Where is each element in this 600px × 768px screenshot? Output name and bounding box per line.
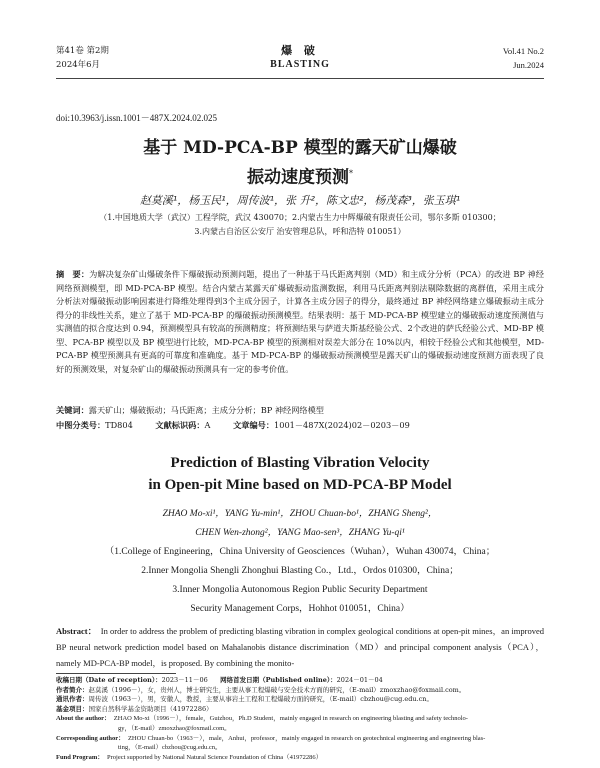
footnote-fund-en xyxy=(56,753,544,763)
fund-cn-label: 基金项目： xyxy=(56,704,89,713)
online-date: 2024－01－04 xyxy=(336,676,383,684)
received-label: 收稿日期（Date of reception）： xyxy=(56,676,162,684)
en-title-line1: Prediction of Blasting Vibration Velocity xyxy=(170,455,430,471)
received-date: 2023－11－06 xyxy=(161,676,208,684)
cn-title-line2 xyxy=(40,161,560,191)
journal-name-en: BLASTING xyxy=(270,59,330,70)
cn-affil-line2: 3.内蒙古自治区公安厅 治安管理总队，呼和浩特 010051） xyxy=(194,227,406,236)
fund-en-text: Project supported by National Natural Science Foundation of China（41972286） xyxy=(106,753,323,761)
cn-title xyxy=(40,136,560,191)
footnote-fund-cn xyxy=(56,705,544,715)
author-en-text-1: ZHAO Mo-xi（1996－），female，Guizhou，Ph.D Student，mainly engaged in research on engineering blasting and safety technolo- xyxy=(113,715,468,723)
author-cn-text: 赵莫溪（1996－），女，贵州人，博士研究生，主要从事工程爆破与安全技术方面的研究，（E-mail）zmoxzhao@foxmail.com。 xyxy=(88,685,466,694)
cn-abstract-label: 摘 要： xyxy=(56,269,90,279)
clc-label: 中图分类号： xyxy=(56,420,106,430)
doc-code-label: 文献标识码： xyxy=(155,420,205,430)
cn-affiliations xyxy=(60,211,540,239)
en-affiliations xyxy=(40,543,560,619)
clc-value: TD804 xyxy=(105,420,133,430)
fund-cn-text: 国家自然科学基金资助项目（41972286） xyxy=(88,704,213,713)
author-en-text-2: gy，（E-mail）zmoxzhao@foxmail.com。 xyxy=(118,724,231,732)
en-authors-line1: ZHAO Mo-xi¹，YANG Yu-min¹，ZHOU Chuan-bo¹，ZHANG Sheng²， xyxy=(162,509,438,519)
cn-abstract xyxy=(56,268,544,376)
en-authors-line2: CHEN Wen-zhong²，YANG Mao-sen³，ZHANG Yu-qi¹ xyxy=(195,528,405,538)
en-title-line2: in Open-pit Mine based on MD-PCA-BP Model xyxy=(148,477,452,493)
article-no-value: 1001－487X(2024)02－0203－09 xyxy=(274,420,410,430)
en-title xyxy=(40,452,560,496)
corr-en-label: Corresponding author： xyxy=(56,734,125,742)
page-header xyxy=(56,44,544,78)
cn-title-line1: 基于 MD-PCA-BP 模型的露天矿山爆破 xyxy=(143,138,457,158)
cn-keywords-text: 露天矿山；爆破振动；马氏距离；主成分分析；BP 神经网络模型 xyxy=(88,405,324,415)
date-cn: 2024年6月 xyxy=(56,60,101,70)
footnote-author-cn xyxy=(56,686,544,696)
cn-abstract-text: 为解决复杂矿山爆破条件下爆破振动预测问题，提出了一种基于马氏距离判别（MD）和主成分分析（PCA）的改进 BP 神经网络预测模型，即 MD-PCA-BP 模型。结合内蒙古某露天矿爆破振动监测数据，利用马氏距离判别法剔除数据的离群值，采用主成分分析法对爆破振动影响因素进行降维处理得到3个主成分因子，计算各主成分因子的得分，最终通过 BP 神经网络建立爆破振动主成分得分的非线性关系，建立了基于 MD-PCA-BP 的爆破振动预测模型。结果表明：基于 MD-PCA-BP 模型建立的爆破振动速度预测值与实测值的拟合度达到 0.94，预测模型具有较高的预测精度；将预测结果与萨道夫斯基经验公式、2个改进的萨氏经验公式、MD-BP 模型、PCA-BP 模型以及 BP 模型进行比较，MD-PCA-BP 模型的预测相对误差大部分在 10%以内，相较于经验公式和其他模型，MD-PCA-BP 模型预测具有更高的可靠度和准确度。基于 MD-PCA-BP 的爆破振动预测模型是露天矿山的爆破振动速度预测方面表现了良好的预测效果，对复杂矿山的爆破振动预测具有一定的参考价值。 xyxy=(56,269,544,374)
footnote-rule xyxy=(56,673,176,674)
corr-cn-text: 周传波（1963－），男，安徽人，教授，主要从事岩土工程和工程爆破方面的研究，（E-mail）cbzhou@cug.edu.cn。 xyxy=(88,695,433,704)
date-en: Jun.2024 xyxy=(513,60,544,70)
article-no-label: 文章编号： xyxy=(233,420,275,430)
en-affil-line4: Security Management Corps，Hohhot 010051，China） xyxy=(190,604,410,614)
header-right xyxy=(503,44,544,72)
en-affil-line3: 3.Inner Mongolia Autonomous Region Public Security Department xyxy=(172,585,428,595)
cn-affil-line1: （1.中国地质大学（武汉）工程学院，武汉 430070；2.内蒙古生力中辉爆破有限责任公司，鄂尔多斯 010300； xyxy=(99,213,501,222)
online-label: 网络首发日期（Published online）： xyxy=(220,676,337,684)
footnote-corr-en-cont xyxy=(56,743,544,753)
doi: doi:10.3963/j.issn.1001－487X.2024.02.025 xyxy=(56,113,218,123)
journal-name-cn: 爆 破 xyxy=(281,44,319,57)
en-abstract xyxy=(56,623,544,671)
footnote-corr-en xyxy=(56,734,544,744)
author-en-label: About the author： xyxy=(56,715,111,723)
volume-issue-cn: 第41卷 第2期 xyxy=(56,46,109,56)
en-authors xyxy=(60,505,540,543)
cn-authors: 赵莫溪¹，杨玉民¹，周传波¹，张 升²，陈文忠²，杨茂森³，张玉琪¹ xyxy=(139,194,461,207)
title-footnote-mark: * xyxy=(349,169,353,178)
en-abstract-text: In order to address the problem of predicting blasting vibration in complex geological conditions at open-pit mines，an improved BP neural network prediction model based on Mahalanobis distance discrimination（MD）and principal component analysis（PCA），namely MD-PCA-BP model，is proposed. By combining the monito- xyxy=(56,626,544,668)
footnote-author-en-cont xyxy=(56,724,544,734)
en-abstract-label: Abstract： xyxy=(56,626,97,636)
en-affil-line2: 2.Inner Mongolia Shengli Zhonghui Blasting Co.，Ltd.，Ordos 010300，China； xyxy=(141,566,459,576)
classification-line xyxy=(56,419,544,432)
author-cn-label: 作者简介： xyxy=(56,685,89,694)
cn-title-line2-text: 振动速度预测 xyxy=(247,167,349,188)
header-center xyxy=(56,44,544,72)
cn-keywords-label: 关键词： xyxy=(56,405,89,415)
footnote-received-row xyxy=(56,676,544,686)
header-rule xyxy=(56,78,544,79)
corr-en-text-2: ting，（E-mail）cbzhou@cug.edu.cn。 xyxy=(118,744,222,752)
fund-en-label: Fund Program： xyxy=(56,753,104,761)
corr-en-text-1: ZHOU Chuan-bo（1963－），male，Anhui，professor，mainly engaged in research on geotechnical engineering and engineering blas- xyxy=(127,734,486,742)
en-affil-line1: （1.College of Engineering，China University of Geosciences（Wuhan），Wuhan 430074，China； xyxy=(104,547,496,557)
footnote-corr-cn xyxy=(56,695,544,705)
doc-code-value: A xyxy=(204,420,211,430)
cn-keywords xyxy=(56,404,544,417)
volume-issue-en: Vol.41 No.2 xyxy=(502,46,544,56)
corr-cn-label: 通讯作者： xyxy=(56,695,89,704)
footnote-author-en xyxy=(56,714,544,724)
footnotes xyxy=(56,676,544,762)
